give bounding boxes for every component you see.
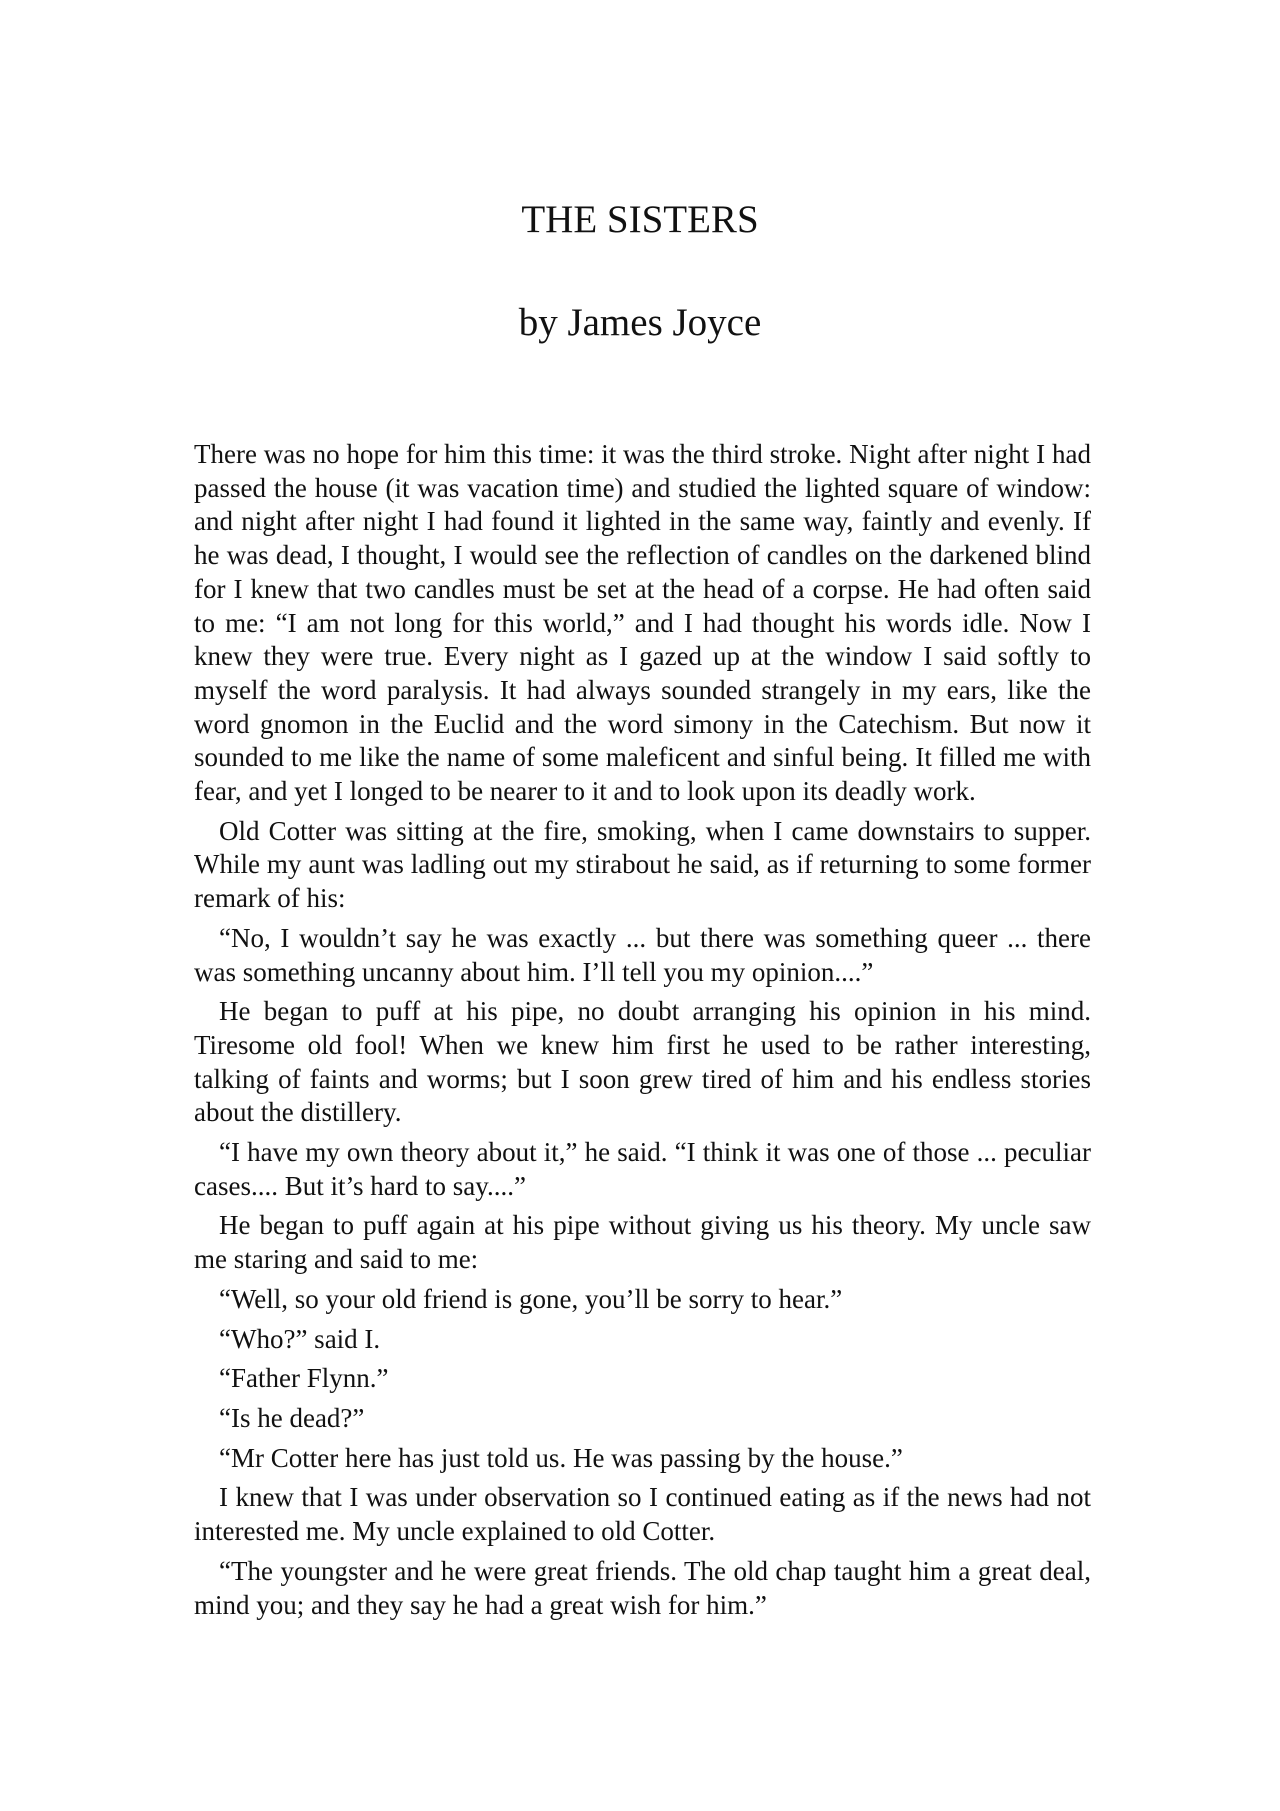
paragraph-2: Old Cotter was sitting at the fire, smoking, when I came downstairs to supper. While my aunt was ladling out my stirabout he said, as if returning to some former remark of his: (194, 815, 1091, 914)
paragraph-12: I knew that I was under observation so I continued eating as if the news had not interested me. My uncle explained to old Cotter. (194, 1482, 1091, 1547)
paragraph-10: “Is he dead?” (219, 1402, 365, 1433)
paragraph-8: “Who?” said I. (219, 1323, 381, 1354)
paragraph-7: “Well, so your old friend is gone, you’ll be sorry to hear.” (219, 1283, 843, 1314)
author-byline: by James Joyce (518, 301, 762, 344)
paragraph-5: “I have my own theory about it,” he said. “I think it was one of those ... peculiar cases.... But it’s hard to say....” (194, 1137, 1091, 1201)
paragraph-11: “Mr Cotter here has just told us. He was passing by the house.” (219, 1442, 903, 1473)
paragraph-4: He began to puff at his pipe, no doubt arranging his opinion in his mind. Tiresome old fool! When we knew him first he used to be rather interesting, talking of faints and worms; but I soon grew tired of him and his endless stories about the distillery. (194, 996, 1091, 1128)
story-title: THE SISTERS (521, 198, 759, 241)
story-body (194, 438, 1091, 1628)
paragraph-1: There was no hope for him this time: it was the third stroke. Night after night I had passed the house (it was vacation time) and studied the lighted square of window: and night after night I had found it lighted in the same way, faintly and evenly. If he was dead, I thought, I would see the reflection of candles on the darkened blind for I knew that two candles must be set at the head of a corpse. He had often said to me: “I am not long for this world,” and I had thought his words idle. Now I knew they were true. Every night as I gazed up at the window I said softly to myself the word paralysis. It had always sounded strangely in my ears, like the word gnomon in the Euclid and the word simony in the Catechism. But now it sounded to me like the name of some maleficent and sinful being. It filled me with fear, and yet I longed to be nearer to it and to look upon its deadly work. (194, 439, 1091, 807)
paragraph-9: “Father Flynn.” (219, 1363, 389, 1394)
paragraph-3: “No, I wouldn’t say he was exactly ... but there was something queer ... there was something uncanny about him. I’ll tell you my opinion....” (194, 922, 1091, 987)
paragraph-6: He began to puff again at his pipe without giving us his theory. My uncle saw me staring and said to me: (194, 1210, 1091, 1275)
paragraph-13: “The youngster and he were great friends. The old chap taught him a great deal, mind you; and they say he had a great wish for him.” (194, 1555, 1091, 1620)
